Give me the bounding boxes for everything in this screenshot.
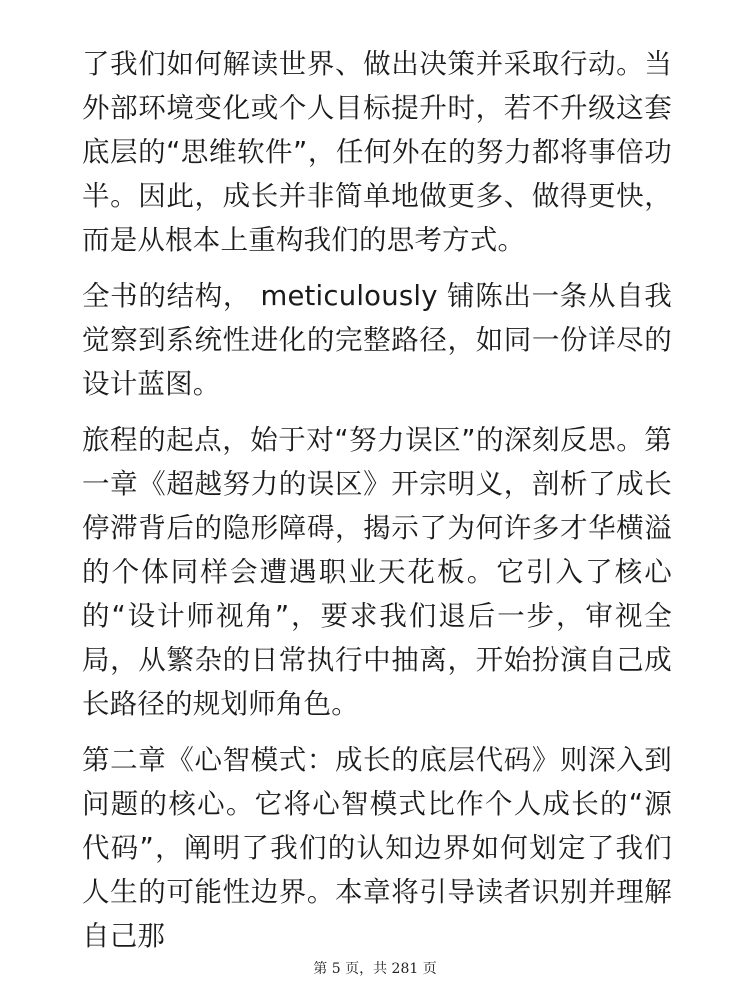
paragraph-4: 第二章《心智模式：成长的底层代码》则深入到问题的核心。它将心智模式比作个人成长的“源代码”，阐明了我们的认知边界如何划定了我们人生的可能性边界。本章将引导读者识别并理解自己那	[82, 744, 672, 952]
page-number-footer: 第 5 页，共 281 页	[313, 961, 437, 977]
paragraph-1: 了我们如何解读世界、做出决策并采取行动。当外部环境变化或个人目标提升时，若不升级这套底层的“思维软件”，任何外在的努力都将事倍功半。因此，成长并非简单地做更多、做得更快，而是从根本上重构我们的思考方式。	[82, 48, 672, 256]
paragraph-2: 全书的结构， meticulously 铺陈出一条从自我觉察到系统性进化的完整路径，如同一份详尽的设计蓝图。	[82, 280, 672, 400]
paragraph-3: 旅程的起点，始于对“努力误区”的深刻反思。第一章《超越努力的误区》开宗明义，剖析了成长停滞背后的隐形障碍，揭示了为何许多才华横溢的个体同样会遭遇职业天花板。它引入了核心的“设计师视角”，要求我们退后一步，审视全局，从繁杂的日常执行中抽离，开始扮演自己成长路径的规划师角色。	[82, 424, 672, 720]
page-body	[82, 42, 672, 970]
